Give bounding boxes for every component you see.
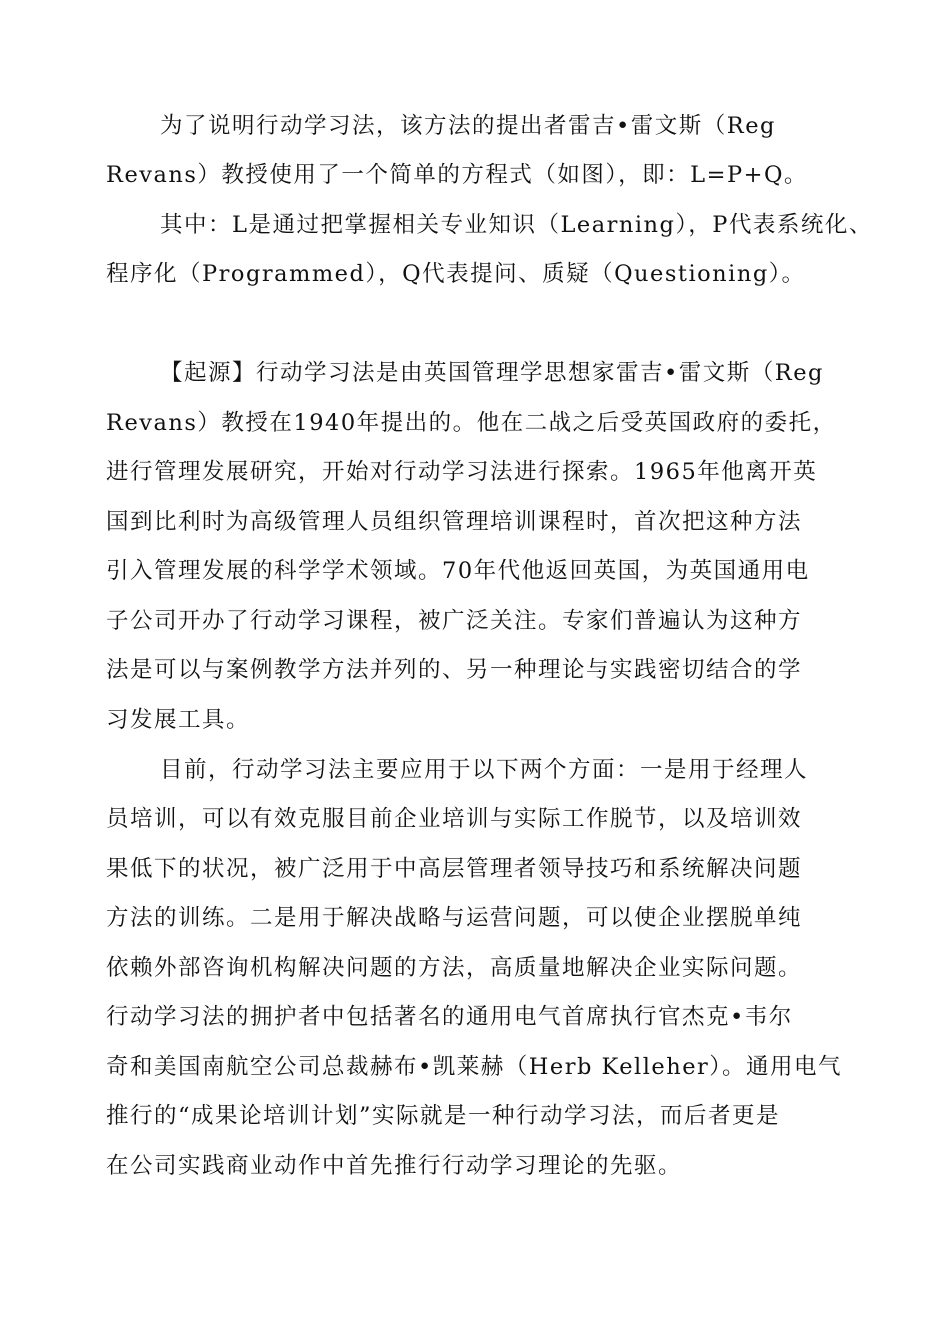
application-line-9: 在公司实践商业动作中首先推行行动学习理论的先驱。 [106, 1153, 683, 1179]
origin-line-3: 进行管理发展研究，开始对行动学习法进行探索。1965年他离开英 [106, 459, 818, 485]
definition-line-2: 程序化（Programmed），Q代表提问、质疑（Questioning）。 [106, 261, 806, 287]
origin-line-8: 习发展工具。 [106, 707, 251, 733]
application-line-8: 推行的“成果论培训计划”实际就是一种行动学习法，而后者更是 [106, 1103, 781, 1129]
application-line-1: 目前，行动学习法主要应用于以下两个方面：一是用于经理人 [160, 757, 809, 783]
application-line-3: 果低下的状况，被广泛用于中高层管理者领导技巧和系统解决问题 [106, 856, 803, 882]
application-line-5: 依赖外部咨询机构解决问题的方法，高质量地解决企业实际问题。 [106, 955, 803, 981]
application-line-2: 员培训，可以有效克服目前企业培训与实际工作脱节，以及培训效 [106, 806, 803, 832]
intro-line-2: Revans）教授使用了一个简单的方程式（如图），即：L=P+Q。 [106, 162, 808, 188]
application-line-7: 奇和美国南航空公司总裁赫布•凯莱赫（Herb Kelleher）。通用电气 [106, 1054, 843, 1080]
origin-line-1-text: 行动学习法是由英国管理学思想家雷吉•雷文斯（Reg [256, 360, 824, 386]
definition-line-1: 其中：L是通过把掌握相关专业知识（Learning），P代表系统化、 [160, 212, 873, 238]
intro-line-1: 为了说明行动学习法，该方法的提出者雷吉•雷文斯（Reg [160, 113, 776, 139]
origin-line-2: Revans）教授在1940年提出的。他在二战之后受英国政府的委托， [106, 410, 837, 436]
origin-line-5: 引入管理发展的科学学术领域。70年代他返回英国，为英国通用电 [106, 558, 810, 584]
origin-line-6: 子公司开办了行动学习课程，被广泛关注。专家们普遍认为这种方 [106, 608, 803, 634]
application-line-4: 方法的训练。二是用于解决战略与运营问题，可以使企业摆脱单纯 [106, 905, 803, 931]
origin-line-7: 法是可以与案例教学方法并列的、另一种理论与实践密切结合的学 [106, 657, 803, 683]
origin-tag: 【起源】 [160, 360, 257, 386]
origin-line-1 [160, 358, 866, 388]
application-line-6: 行动学习法的拥护者中包括著名的通用电气首席执行官杰克•韦尔 [106, 1004, 793, 1030]
origin-line-4: 国到比利时为高级管理人员组织管理培训课程时，首次把这种方法 [106, 509, 803, 535]
